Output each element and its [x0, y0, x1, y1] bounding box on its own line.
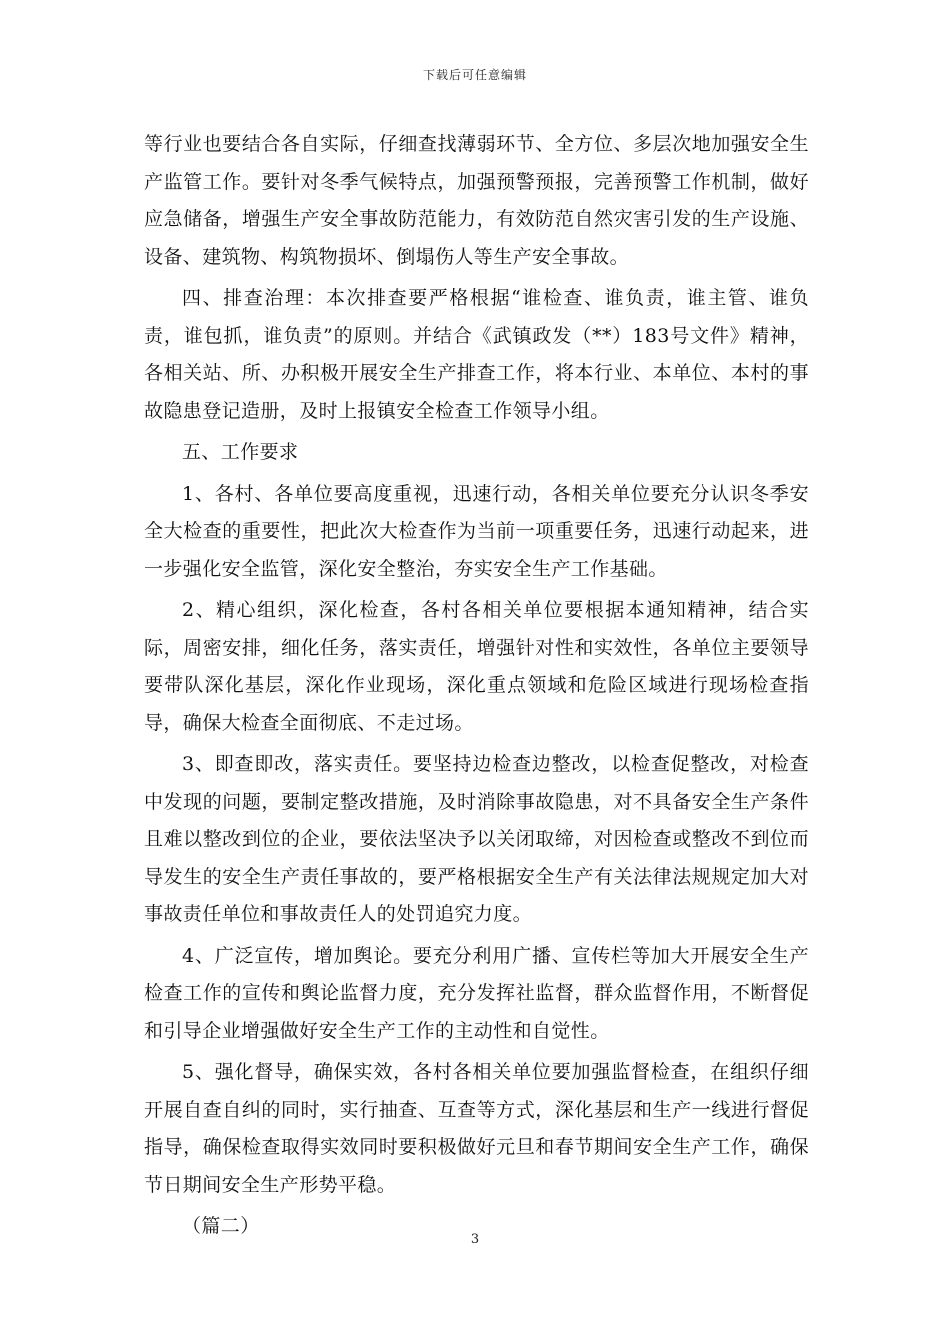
document-body [144, 126, 809, 1246]
paragraph-section-four: 四、排查治理：本次排查要严格根据“谁检查、谁负责，谁主管、谁负责，谁包抓，谁负责”的原则。并结合《武镇政发（**）183号文件》精神，各相关站、所、办积极开展安全生产排查工作，将本行业、本单位、本村的事故隐患登记造册，及时上报镇安全检查工作领导小组。 [144, 287, 809, 422]
paragraph-requirement-3: 3、即查即改，落实责任。要坚持边检查边整改，以检查促整改，对检查中发现的问题，要制定整改措施，及时消除事故隐患，对不具备安全生产条件且难以整改到位的企业，要依法坚决予以关闭取缔，对因检查或整改不到位而导发生的安全生产责任事故的，要严格根据安全生产有关法律法规规定加大对事故责任单位和事故责任人的处罚追究力度。 [144, 753, 809, 925]
paragraph-continuation: 等行业也要结合各自实际，仔细查找薄弱环节、全方位、多层次地加强安全生产监管工作。要针对冬季气候特点，加强预警预报，完善预警工作机制，做好应急储备，增强生产安全事故防范能力，有效防范自然灾害引发的生产设施、设备、建筑物、构筑物损坏、倒塌伤人等生产安全事故。 [144, 133, 809, 268]
paragraph-requirement-5: 5、强化督导，确保实效，各村各相关单位要加强监督检查，在组织仔细开展自查自纠的同时，实行抽查、互查等方式，深化基层和生产一线进行督促指导，确保检查取得实效同时要积极做好元旦和春节期间安全生产工作，确保节日期间安全生产形势平稳。 [144, 1061, 809, 1196]
paragraph-requirement-1: 1、各村、各单位要高度重视，迅速行动，各相关单位要充分认识冬季安全大检查的重要性，把此次大检查作为当前一项重要任务，迅速行动起来，进一步强化安全监管，深化安全整治，夯实安全生产工作基础。 [144, 482, 809, 580]
page-header: 下载后可任意编辑 [422, 68, 527, 82]
part-two-label: （篇二） [182, 1215, 260, 1237]
page-number: 3 [470, 1232, 480, 1247]
paragraph-requirement-2: 2、精心组织，深化检查，各村各相关单位要根据本通知精神，结合实际，周密安排，细化任务，落实责任，增强针对性和实效性，各单位主要领导要带队深化基层，深化作业现场，深化重点领域和危险区域进行现场检查指导，确保大检查全面彻底、不走过场。 [144, 599, 809, 734]
section-heading-requirements: 五、工作要求 [182, 441, 299, 463]
paragraph-requirement-4: 4、广泛宣传，增加舆论。要充分利用广播、宣传栏等加大开展安全生产检查工作的宣传和舆论监督力度，充分发挥社监督，群众监督作用，不断督促和引导企业增强做好安全生产工作的主动性和自觉性。 [144, 944, 809, 1042]
